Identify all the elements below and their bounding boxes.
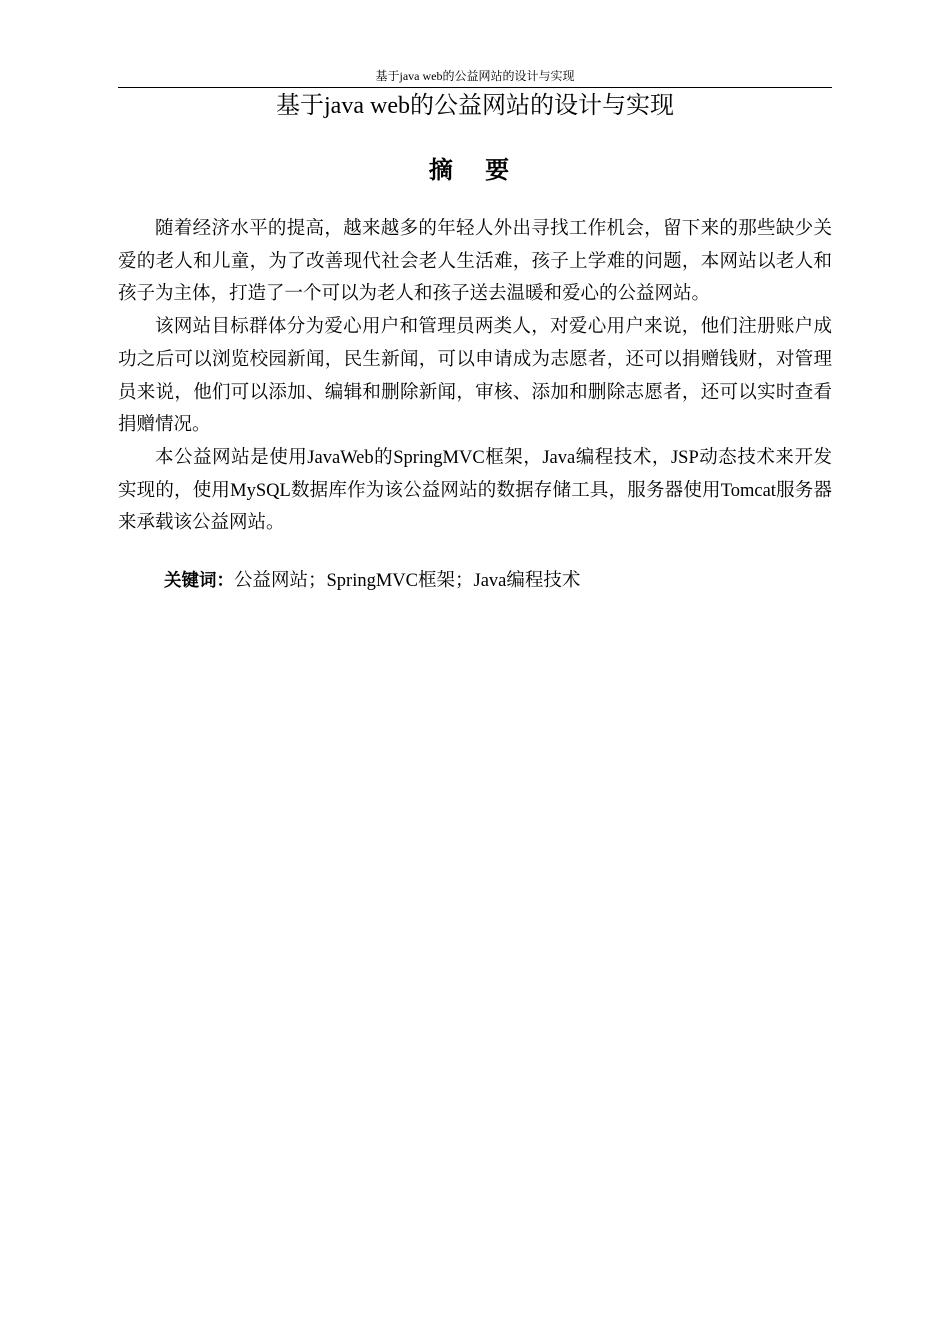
keywords-text: 公益网站；SpringMVC框架；Java编程技术 (234, 571, 581, 591)
abstract-paragraph-2: 该网站目标群体分为爱心用户和管理员两类人，对爱心用户来说，他们注册账户成功之后可以浏览校园新闻，民生新闻，可以申请成为志愿者，还可以捐赠钱财，对管理员来说，他们可以添加、编辑和删除新闻，审核、添加和删除志愿者，还可以实时查看捐赠情况。 (118, 317, 832, 436)
running-header: 基于java web的公益网站的设计与实现 (375, 69, 575, 83)
abstract-paragraph-1: 随着经济水平的提高，越来越多的年轻人外出寻找工作机会，留下来的那些缺少关爱的老人和儿童，为了改善现代社会老人生活难，孩子上学难的问题，本网站以老人和孩子为主体，打造了一个可以为老人和孩子送去温暖和爱心的公益网站。 (118, 219, 832, 305)
header-divider (118, 87, 832, 88)
document-title: 基于java web的公益网站的设计与实现 (276, 93, 674, 119)
abstract-heading: 摘 要 (428, 156, 522, 184)
keywords-line (164, 567, 832, 595)
abstract-body (118, 213, 832, 540)
abstract-paragraph-3: 本公益网站是使用JavaWeb的SpringMVC框架，Java编程技术，JSP动态技术来开发实现的，使用MySQL数据库作为该公益网站的数据存储工具，服务器使用Tomcat服务器来承载该公益网站。 (118, 447, 832, 534)
keywords-label: 关键词： (164, 571, 234, 591)
